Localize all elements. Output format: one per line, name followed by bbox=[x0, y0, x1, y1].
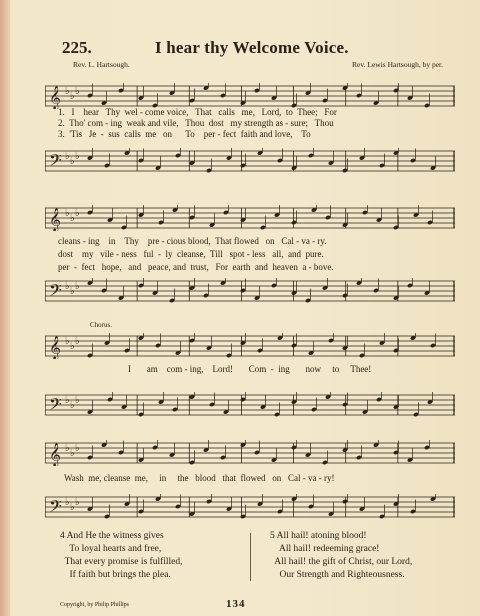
svg-text:♭: ♭ bbox=[75, 281, 80, 292]
treble-staff-1 bbox=[45, 83, 455, 107]
chorus-line-2: Wash me, cleanse me, in the blood that flowed on Cal - va - ry! bbox=[64, 473, 335, 483]
svg-text:♭: ♭ bbox=[75, 336, 80, 347]
svg-text:♭: ♭ bbox=[70, 400, 75, 411]
svg-text:♭: ♭ bbox=[75, 395, 80, 406]
svg-text:♭: ♭ bbox=[70, 341, 75, 352]
treble-staff-2 bbox=[45, 205, 455, 229]
svg-text:♭: ♭ bbox=[65, 151, 70, 162]
svg-text:𝄢: 𝄢 bbox=[49, 280, 62, 304]
svg-text:𝄢: 𝄢 bbox=[49, 496, 62, 520]
svg-text:♭: ♭ bbox=[65, 395, 70, 406]
svg-text:♭: ♭ bbox=[70, 286, 75, 297]
copyright-notice: Copyright, by Philip Phillips bbox=[60, 602, 130, 608]
svg-text:♭: ♭ bbox=[70, 213, 75, 224]
hymn-number: 225. bbox=[62, 38, 92, 57]
verse-5-line: Our Strength and Righteousness. bbox=[270, 570, 405, 580]
staff-lines bbox=[45, 278, 455, 304]
svg-text:♭: ♭ bbox=[75, 497, 80, 508]
svg-text:♭: ♭ bbox=[70, 448, 75, 459]
svg-text:♭: ♭ bbox=[70, 156, 75, 167]
page-number: 134 bbox=[226, 598, 246, 610]
svg-text:𝄞: 𝄞 bbox=[49, 207, 61, 231]
lyricist-credit: Rev. L. Hartsough. bbox=[73, 60, 130, 69]
staff-lines bbox=[45, 392, 455, 418]
svg-text:♭: ♭ bbox=[70, 502, 75, 513]
verse-4-line: That every promise is fulfilled, bbox=[60, 557, 183, 567]
chorus-line-1: I am com - ing, Lord! Com - ing now to Thee! bbox=[128, 364, 372, 374]
verse-4-block bbox=[60, 530, 183, 582]
bass-staff-3 bbox=[45, 392, 455, 416]
column-divider bbox=[250, 533, 251, 581]
svg-text:♭: ♭ bbox=[75, 208, 80, 219]
svg-text:♭: ♭ bbox=[65, 336, 70, 347]
verse-line-6: per - fect hope, and peace, and trust, For earth and heaven a - bove. bbox=[58, 262, 334, 272]
svg-text:♭: ♭ bbox=[65, 208, 70, 219]
staff-lines bbox=[45, 148, 455, 174]
verse-5-block bbox=[270, 530, 412, 582]
staff-lines bbox=[45, 494, 455, 520]
svg-text:♭: ♭ bbox=[65, 497, 70, 508]
verse-line-5: dost my vile - ness ful - ly cleanse, Till spot - less all, and pure. bbox=[58, 249, 324, 259]
verse-4-line: If faith but brings the plea. bbox=[60, 570, 171, 580]
svg-text:♭: ♭ bbox=[75, 151, 80, 162]
svg-text:♭: ♭ bbox=[70, 91, 75, 102]
bass-staff-1 bbox=[45, 148, 455, 172]
svg-text:𝄞: 𝄞 bbox=[49, 85, 61, 109]
svg-text:♭: ♭ bbox=[65, 281, 70, 292]
bass-staff-4 bbox=[45, 494, 455, 518]
svg-text:♭: ♭ bbox=[65, 443, 70, 454]
svg-text:♭: ♭ bbox=[75, 86, 80, 97]
hymn-title: I hear thy Welcome Voice. bbox=[155, 38, 349, 57]
verse-line-4: cleans - ing in Thy pre - cious blood, That flowed on Cal - va - ry. bbox=[58, 236, 327, 246]
bass-staff-2 bbox=[45, 278, 455, 302]
staff-lines bbox=[45, 440, 455, 466]
svg-text:𝄞: 𝄞 bbox=[49, 442, 61, 466]
verse-4-line: 4 And He the witness gives bbox=[60, 531, 164, 541]
verse-line-1: 1. I hear Thy wel - come voice, That calls me, Lord, to Thee; For bbox=[58, 107, 337, 117]
chorus-label: Chorus. bbox=[90, 321, 112, 329]
svg-text:𝄞: 𝄞 bbox=[49, 335, 61, 359]
verse-5-line: All hail! redeeming grace! bbox=[270, 544, 380, 554]
svg-text:𝄢: 𝄢 bbox=[49, 394, 62, 418]
verse-line-3: 3. 'Tis Je - sus calls me on To per - fect faith and love, To bbox=[58, 129, 311, 139]
treble-staff-3 bbox=[45, 333, 455, 357]
svg-text:♭: ♭ bbox=[75, 443, 80, 454]
composer-credit: Rev. Lewis Hartsough, by per. bbox=[352, 60, 443, 69]
verse-5-line: 5 All hail! atoning blood! bbox=[270, 531, 367, 541]
staff-lines bbox=[45, 205, 455, 231]
verse-line-2: 2. Tho' com - ing weak and vile, Thou dost my strength as - sure; Thou bbox=[58, 118, 334, 128]
svg-text:♭: ♭ bbox=[65, 86, 70, 97]
verse-4-line: To loyal hearts and free, bbox=[60, 544, 162, 554]
treble-staff-4 bbox=[45, 440, 455, 464]
staff-lines bbox=[45, 83, 455, 109]
verse-5-line: All hail! the gift of Christ, our Lord, bbox=[270, 557, 413, 567]
svg-text:𝄢: 𝄢 bbox=[49, 150, 62, 174]
book-spine-edge bbox=[0, 0, 10, 616]
staff-lines bbox=[45, 333, 455, 359]
